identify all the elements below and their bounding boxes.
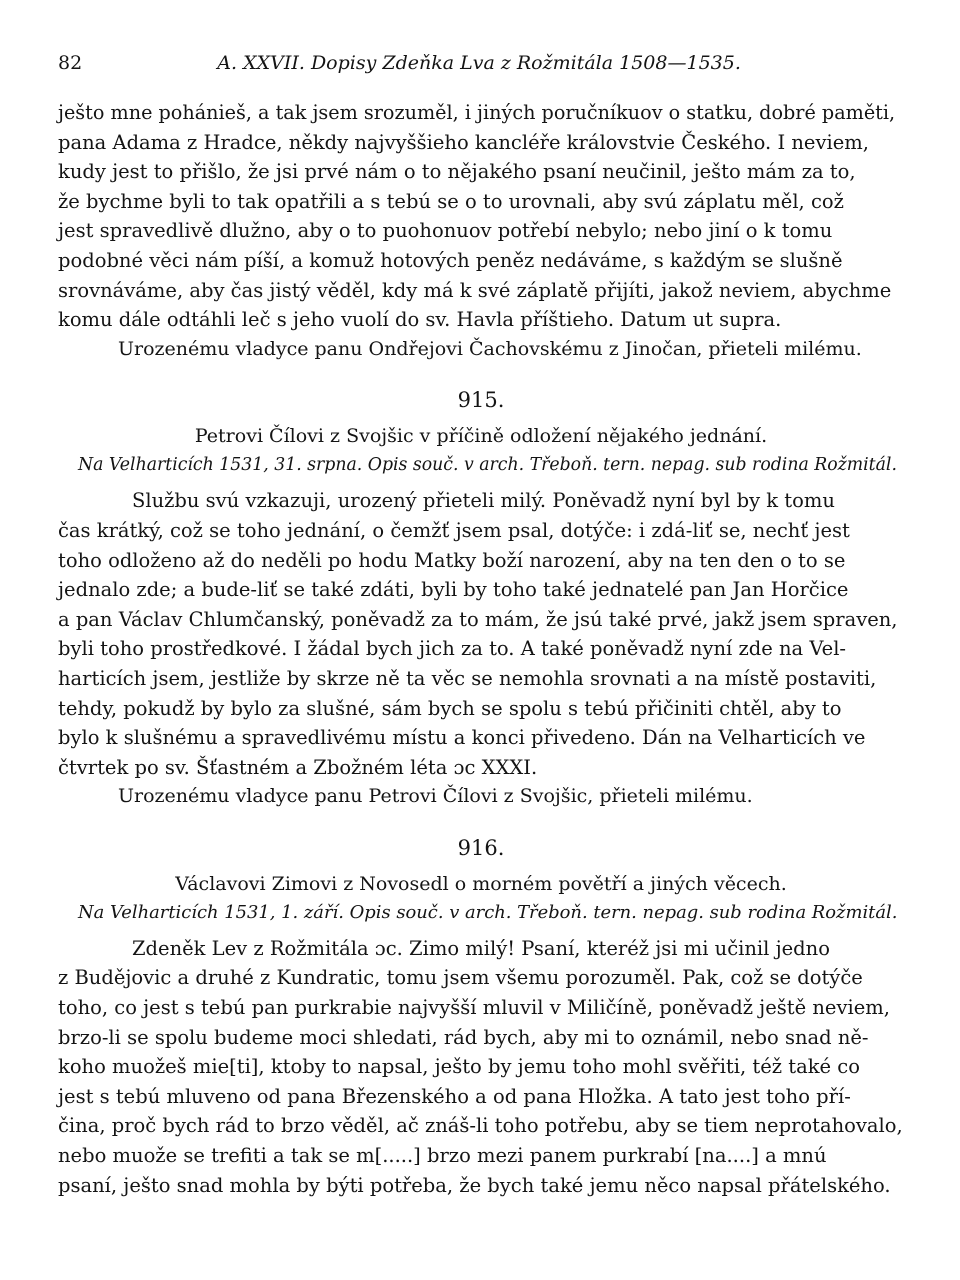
text-line: jest s tebú mluveno od pana Březenského a od pana Hložka. A tato jest toho pří- <box>58 1084 851 1108</box>
text-line: ješto mne pohánieš, a tak jsem srozuměl, i jiných poručníkuov o statku, dobré paměti, <box>58 101 896 124</box>
text-line: Službu svú vzkazuji, urozený přieteli milý. Poněvadž nyní byl by k tomu <box>132 489 835 513</box>
letter-address: Urozenému vladyce panu Petrovi Čílovi z Svojšic, přieteli milému. <box>118 785 753 808</box>
letter-source: Na Velharticích 1531, 1. září. Opis souč. v arch. Třeboň. tern. nepag. sub rodina Rožmitál. <box>78 901 898 923</box>
text-line: koho muožeš mie[ti], ktoby to napsal, ješto by jemu toho mohl svěřiti, též také co <box>58 1055 860 1079</box>
letter-source: Na Velharticích 1531, 31. srpna. Opis souč. v arch. Třeboň. tern. nepag. sub rodina Rožmitál. <box>78 455 897 476</box>
text-line: kudy jest to přišlo, že jsi prvé nám o to nějakého psaní neučinil, ješto mám za to, <box>58 160 856 184</box>
text-line: Zdeněk Lev z Rožmitála ɔc. Zimo milý! Psaní, kteréž jsi mi učinil jedno <box>132 936 830 960</box>
text-line: byli toho prostředkové. I žádal bych jich za to. A také poněvadž nyní zde na Vel- <box>58 637 847 661</box>
letter-title: Petrovi Čílovi z Svojšic v příčině odložení nějakého jednání. <box>194 425 768 448</box>
running-title: A. XXVII. Dopisy Zdeňka Lva z Rožmitála 1508—1535. <box>217 52 741 74</box>
letter-916-body <box>58 934 904 1200</box>
text-line: brzo-li se spolu budeme moci shledati, rád bych, aby mi to oznámil, nebo snad ně- <box>58 1025 869 1049</box>
text-line: srovnáváme, aby čas jistý věděl, kdy má k své záplatě přijíti, jakož neviem, abychme <box>58 278 892 302</box>
document-page <box>58 52 904 1200</box>
text-line: jednalo zde; a bude-liť se také zdáti, byli by toho také jednatelé pan Jan Horčice <box>58 578 849 602</box>
text-line: tehdy, pokudž by bylo za slušné, sám bych se spolu s tebú přičiniti chtěl, aby to <box>58 696 842 720</box>
letter-title: Václavovi Zimovi z Novosedl o morném povětří a jiných věcech. <box>175 872 787 895</box>
text-line: toho odloženo až do neděli po hodu Matky boží narození, aby na ten den o to se <box>58 548 846 572</box>
page-number: 82 <box>58 52 83 74</box>
letter-number: 915. <box>457 388 505 413</box>
prev-letter-body <box>58 98 904 335</box>
text-line: čas krátký, což se toho jednání, o čemžť jsem psal, dotýče: i zdá-liť se, nechť jest <box>58 518 850 542</box>
letter-address: Urozenému vladyce panu Ondřejovi Čachovskému z Jinočan, přieteli milému. <box>118 337 862 360</box>
letter-915-body <box>58 486 904 782</box>
text-line: psaní, ješto snad mohla by býti potřeba, že bych také jemu něco napsal přátelského. <box>58 1173 891 1197</box>
text-line: komu dále odtáhli leč s jeho vuolí do sv. Havla příštieho. Datum ut supra. <box>58 308 782 332</box>
text-line: podobné věci nám píší, a komuž hotových peněz nedáváme, s každým se slušně <box>58 248 843 272</box>
text-line: harticích jsem, jestliže by skrze ně ta věc se nemohla srovnati a na místě postaviti, <box>58 666 877 690</box>
text-line: bylo k slušnému a spravedlivému místu a konci přivedeno. Dán na Velharticích ve <box>58 726 866 750</box>
page-header <box>58 52 904 74</box>
text-line: z Budějovic a druhé z Kundratic, tomu jsem všemu porozuměl. Pak, což se dotýče <box>58 966 863 990</box>
text-line: že bychme byli to tak opatřili a s tebú se o to urovnali, aby svú záplatu měl, což <box>58 189 844 213</box>
text-line: čina, proč bych rád to brzo věděl, ač znáš-li toho potřebu, aby se tiem neprotahovalo, <box>58 1114 903 1138</box>
letter-number: 916. <box>457 835 505 860</box>
text-line: jest spravedlivě dlužno, aby o to puohonuov potřebí nebylo; nebo jiní o k tomu <box>58 219 833 243</box>
text-line: a pan Václav Chlumčanský, poněvadž za to mám, že jsú také prvé, jakž jsem spraven, <box>58 607 898 631</box>
text-line: nebo muože se trefiti a tak se m[.....] brzo mezi panem purkrabí [na....] a mnú <box>58 1144 827 1168</box>
text-line: čtvrtek po sv. Šťastném a Zbožném léta ɔc XXXI. <box>58 755 538 779</box>
text-line: pana Adama z Hradce, někdy najvyššieho kancléře královstvie Českého. I neviem, <box>58 130 869 154</box>
text-line: toho, co jest s tebú pan purkrabie najvyšší mluvil v Miličíně, poněvadž ještě neviem, <box>58 996 890 1020</box>
